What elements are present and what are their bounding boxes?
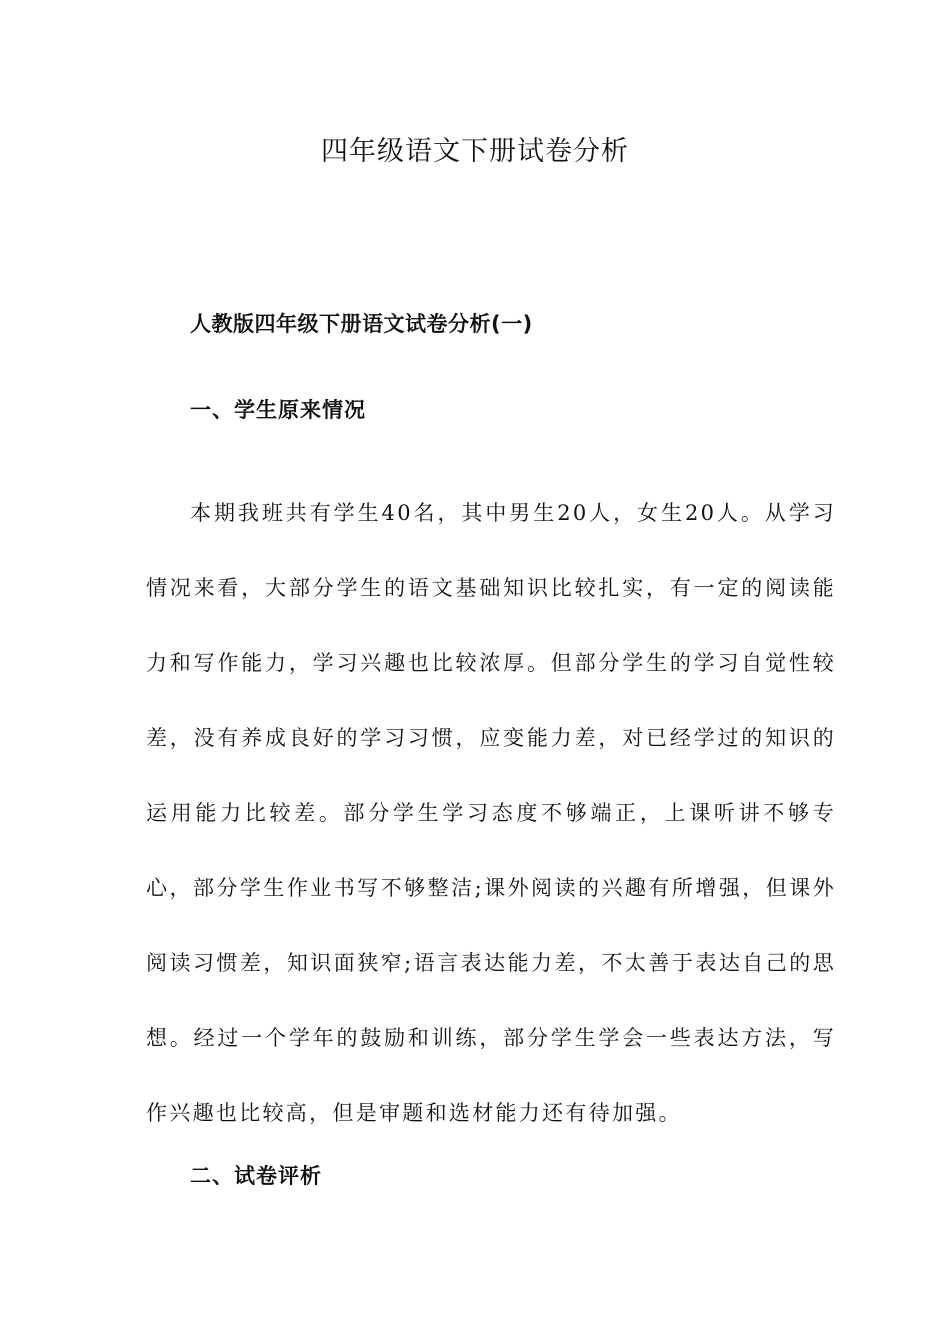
section-heading-student-situation: 一、学生原来情况 — [190, 397, 366, 422]
student-situation-paragraph: 本期我班共有学生40名，其中男生20人，女生20人。从学习情况来看，大部分学生的语文基础知识比较扎实，有一定的阅读能力和写作能力，学习兴趣也比较浓厚。但部分学生的学习自觉性较差，没有养成良好的学习习惯，应变能力差，对已经学过的知识的运用能力比较差。部分学生学习态度不够端正，上课听讲不够专心，部分学生作业书写不够整洁;课外阅读的兴趣有所增强，但课外阅读习惯差，知识面狭窄;语言表达能力差，不太善于表达自己的思想。经过一个学年的鼓励和训练，部分学生学会一些表达方法，写作兴趣也比较高，但是审题和选材能力还有待加强。 — [146, 501, 836, 1125]
section-heading-paper-analysis: 二、试卷评析 — [190, 1163, 322, 1188]
document-title: 四年级语文下册试卷分析 — [321, 136, 629, 167]
document-subtitle: 人教版四年级下册语文试卷分析(一) — [190, 312, 533, 336]
